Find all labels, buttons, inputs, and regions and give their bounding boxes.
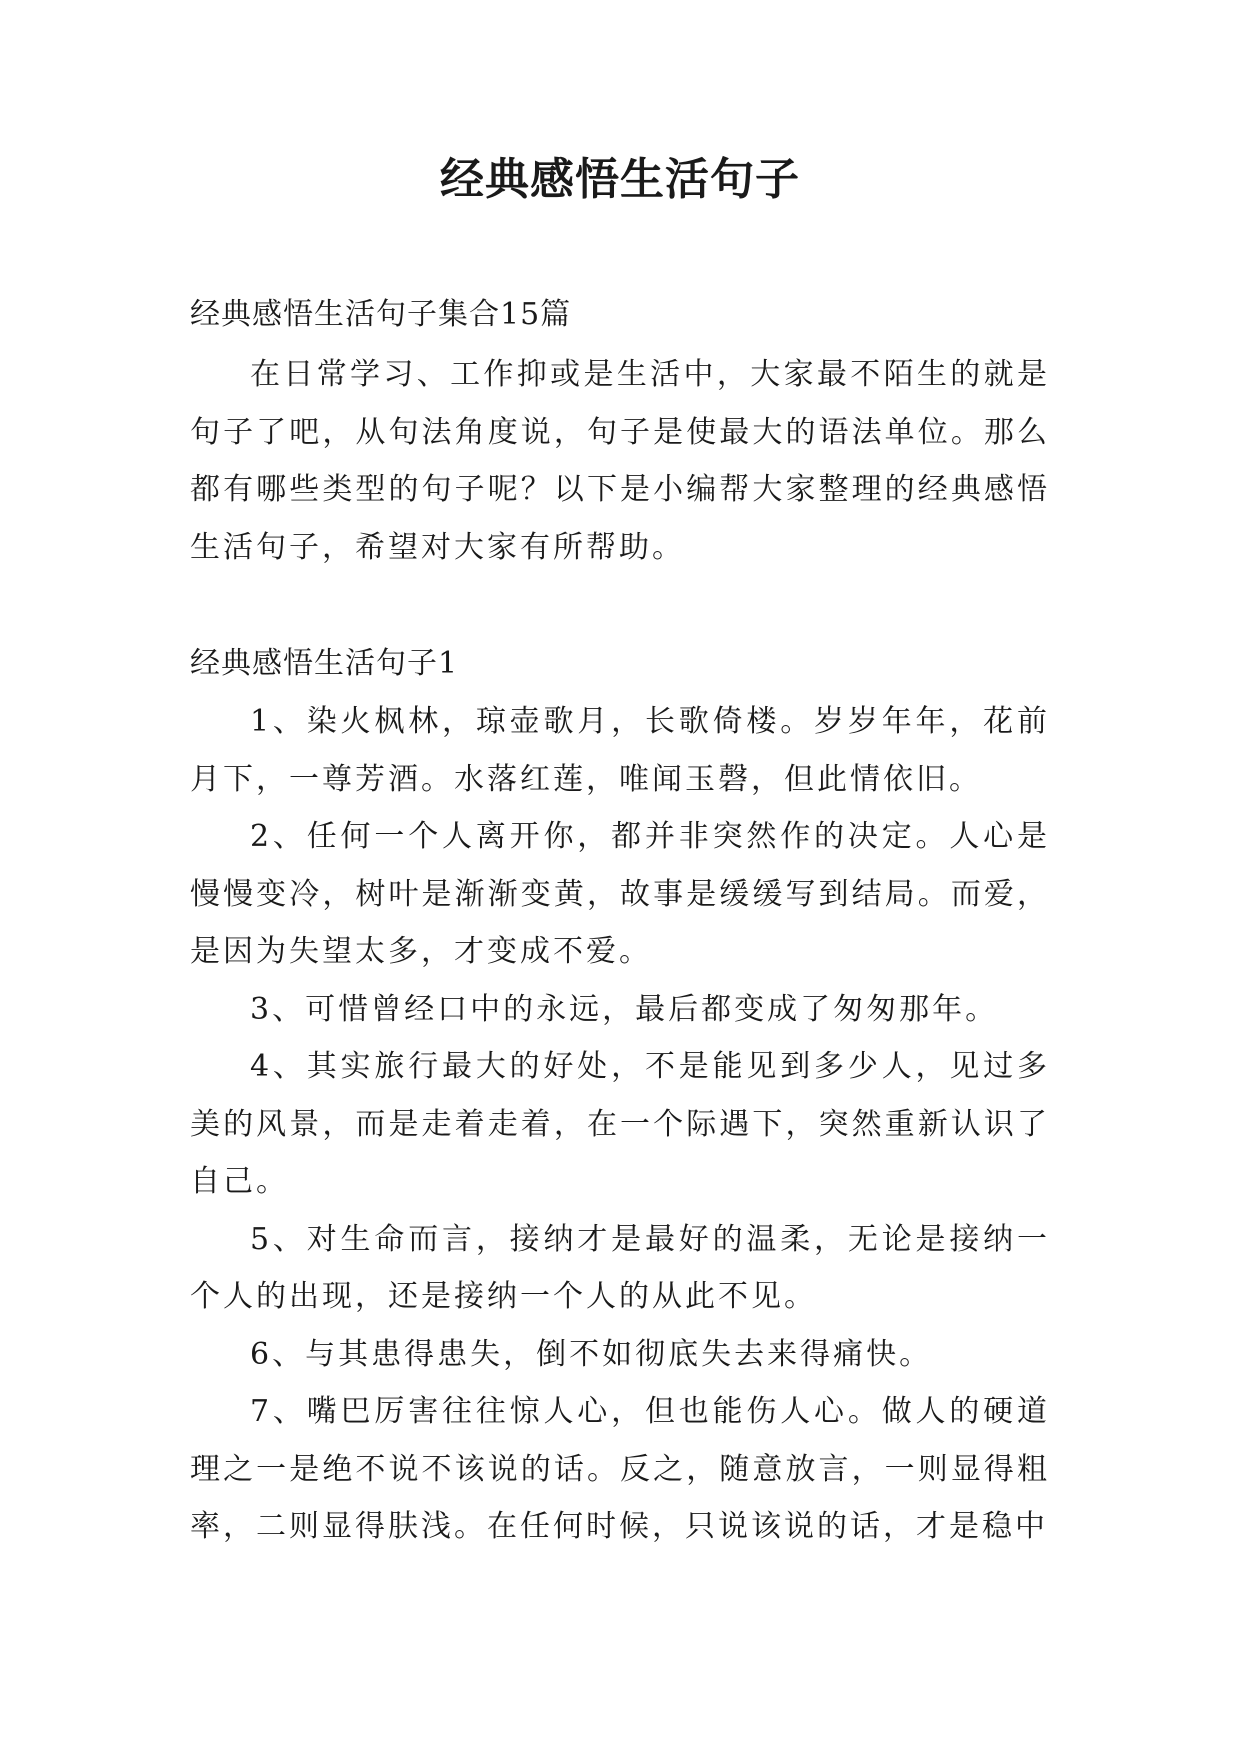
sentence-item-1: 1、染火枫林，琼壶歌月，长歌倚楼。岁岁年年，花前月下，一尊芳酒。水落红莲，唯闻玉磬，但此情依旧。 — [190, 704, 1050, 797]
document-title: 经典感悟生活句子 — [440, 154, 800, 205]
sentence-item-4: 4、其实旅行最大的好处，不是能见到多少人，见过多美的风景，而是走着走着，在一个际遇下，突然重新认识了自己。 — [190, 1049, 1050, 1199]
intro-paragraph: 在日常学习、工作抑或是生活中，大家最不陌生的就是句子了吧，从句法角度说，句子是使最大的语法单位。那么都有哪些类型的句子呢？以下是小编帮大家整理的经典感悟生活句子，希望对大家有所帮助。 — [190, 357, 1050, 565]
sentence-item-3: 3、可惜曾经口中的永远，最后都变成了匆匆那年。 — [250, 991, 999, 1027]
document-subtitle: 经典感悟生活句子集合15篇 — [190, 297, 572, 332]
section-heading: 经典感悟生活句子1 — [190, 646, 459, 681]
sentence-item-5: 5、对生命而言，接纳才是最好的温柔，无论是接纳一个人的出现，还是接纳一个人的从此不见。 — [190, 1221, 1050, 1314]
sentence-item-2: 2、任何一个人离开你，都并非突然作的决定。人心是慢慢变冷，树叶是渐渐变黄，故事是缓缓写到结局。而爱，是因为失望太多，才变成不爱。 — [190, 819, 1050, 969]
sentence-list — [190, 693, 1050, 1556]
sentence-item-7: 7、嘴巴厉害往往惊人心，但也能伤人心。做人的硬道理之一是绝不说不该说的话。反之，随意放言，一则显得粗率，二则显得肤浅。在任何时候，只说该说的话，才是稳中 — [190, 1394, 1050, 1544]
sentence-item-6: 6、与其患得患失，倒不如彻底失去来得痛快。 — [250, 1336, 933, 1372]
